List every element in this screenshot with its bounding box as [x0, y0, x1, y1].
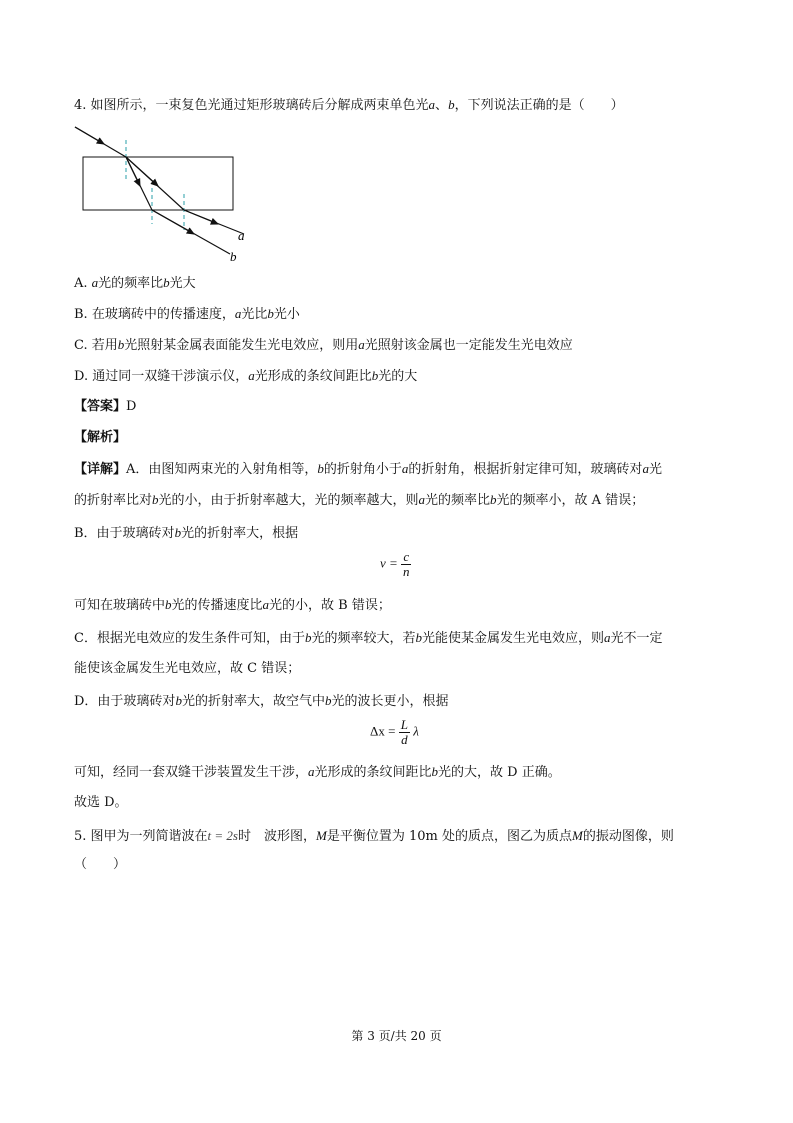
- option-b-text: B. 在玻璃砖中的传播速度，: [74, 307, 235, 322]
- fraction: [401, 550, 412, 579]
- detail-text: 光的传播速度比: [171, 598, 263, 613]
- var-b: b: [324, 693, 332, 708]
- var-a: a: [401, 461, 409, 476]
- option-a-text: 光的频率比: [98, 276, 164, 291]
- var-a: a: [642, 461, 649, 476]
- detail-text: 光能使某金属发生光电效应，则: [421, 631, 604, 646]
- option-b-text: 光比: [241, 307, 268, 322]
- option-d-text: 光的大: [378, 369, 418, 384]
- var-a: a: [308, 764, 315, 779]
- var-b: b: [304, 630, 312, 645]
- var-b: b: [163, 275, 170, 290]
- q5-stem: [74, 827, 674, 846]
- detail-text: 光的频率比: [425, 493, 491, 508]
- var-a: a: [234, 306, 242, 321]
- detail-text: 光的小，由于折射率越大，光的频率越大，则: [158, 493, 419, 508]
- label-a: a: [238, 228, 245, 243]
- detail-line-4: [74, 596, 391, 615]
- detail-text: 光形成的条纹间距比: [314, 765, 432, 780]
- var-b: b: [317, 461, 324, 476]
- ray-b-inside-arrow: [126, 157, 140, 186]
- separator: 、: [435, 98, 449, 113]
- detail-text: 光的频率小，故 A 错误；: [496, 493, 645, 508]
- fraction-denominator: n: [403, 564, 410, 579]
- var-b: b: [152, 492, 159, 507]
- q5-text: 的振动图像，则: [582, 829, 674, 844]
- conclusion-text: 故选 D。: [74, 795, 128, 810]
- var-b: b: [490, 492, 497, 507]
- ray-a-inside-arrow: [126, 157, 158, 186]
- option-d-text: D. 通过同一双缝干涉演示仪，: [74, 369, 249, 384]
- option-c-text: C. 若用: [74, 338, 118, 353]
- ray-a-exit-arrow: [184, 210, 218, 224]
- var-b: b: [117, 337, 125, 352]
- var-b: b: [165, 597, 172, 612]
- q5-text: 5. 图甲为一列简谐波在: [74, 829, 208, 844]
- answer-tag: 【答案】: [74, 399, 127, 414]
- fraction-denominator: d: [401, 732, 408, 747]
- detail-line-5: [74, 629, 663, 648]
- detail-line-7: [74, 692, 448, 711]
- detail-text: 的折射率比对: [74, 493, 153, 508]
- fraction-numerator: L: [400, 717, 408, 732]
- q5-text: 时 波形图，: [238, 829, 317, 844]
- q4-stem-text-1: 4. 如图所示，一束复色光通过矩形玻璃砖后分解成两束单色光: [74, 98, 429, 113]
- detail-text: 可知在玻璃砖中: [74, 598, 166, 613]
- detail-line-8: [74, 763, 561, 782]
- detail-text: B．由于玻璃砖对: [74, 526, 175, 541]
- var-b: b: [175, 693, 182, 708]
- detail-text: 的折射角小于: [323, 462, 402, 477]
- var-m: M: [316, 828, 327, 843]
- q4-stem-text-2: ，下列说法正确的是（ ）: [454, 98, 624, 113]
- var-b: b: [431, 764, 439, 779]
- formula-lhs: v =: [380, 555, 398, 571]
- var-m: M: [572, 828, 583, 843]
- detail-text: 光的波长更小，根据: [331, 694, 449, 709]
- glass-slab: [83, 157, 233, 210]
- option-a: [74, 274, 196, 293]
- detail-text: 光不一定: [610, 631, 663, 646]
- var-a: a: [428, 97, 436, 112]
- var-a: a: [262, 597, 270, 612]
- formula-speed: [380, 550, 412, 579]
- q4-stem: [74, 96, 624, 115]
- var-a: a: [418, 492, 426, 507]
- detail-text: 光: [648, 462, 662, 477]
- var-b: b: [267, 306, 274, 321]
- q5-answer-bracket: （ ）: [74, 857, 127, 872]
- option-c-text: 光照射该金属也一定能发生光电效应: [364, 338, 573, 353]
- var-b: b: [174, 525, 182, 540]
- var-b: b: [371, 368, 379, 383]
- refraction-figure: [70, 120, 260, 270]
- detail-text: 光的小，故 B 错误；: [269, 598, 391, 613]
- formula-fringe: [370, 718, 419, 747]
- detail-text: D．由于玻璃砖对: [74, 694, 176, 709]
- option-d: [74, 367, 417, 386]
- var-b: b: [415, 630, 422, 645]
- option-a-text: 光大: [169, 276, 196, 291]
- detail-text: 光的频率较大，若: [311, 631, 416, 646]
- detail-line-3: [74, 524, 298, 543]
- detail-text: 可知，经同一套双缝干涉装置发生干涉，: [74, 765, 309, 780]
- answer-line: [74, 398, 136, 416]
- detail-line-9: [74, 794, 128, 812]
- detail-text: 能使该金属发生光电效应，故 C 错误；: [74, 661, 301, 676]
- var-a: a: [358, 337, 365, 352]
- var-a: a: [603, 630, 611, 645]
- option-b: [74, 305, 300, 324]
- fraction-numerator: c: [403, 549, 410, 564]
- fraction: [399, 718, 410, 747]
- var-a: a: [91, 275, 99, 290]
- label-b: b: [230, 249, 237, 264]
- formula-rhs: λ: [413, 723, 419, 739]
- analysis-heading: [74, 429, 126, 447]
- detail-text: 光的大，故 D 正确。: [438, 765, 561, 780]
- var-a: a: [248, 368, 255, 383]
- analysis-tag: 【解析】: [74, 430, 127, 445]
- answer-value: D: [126, 399, 137, 414]
- detail-tag: 【详解】: [74, 462, 127, 477]
- page-footer: 第 3 页/共 20 页: [351, 1029, 442, 1043]
- option-b-text: 光小: [273, 307, 300, 322]
- detail-text: 的折射角，根据折射定律可知，玻璃砖对: [408, 462, 643, 477]
- detail-line-6: [74, 660, 300, 678]
- var-b: b: [448, 97, 455, 112]
- option-a-text: A.: [74, 276, 92, 291]
- detail-text: C．根据光电效应的发生条件可知，由于: [74, 631, 305, 646]
- incident-arrow: [75, 127, 104, 144]
- option-c-text: 光照射某金属表面能发生光电效应，则用: [124, 338, 359, 353]
- ray-b-exit-arrow: [152, 210, 194, 234]
- formula-lhs: Δx =: [370, 723, 396, 739]
- detail-line-2: [74, 491, 644, 510]
- q5-text: 是平衡位置为 10m 处的质点，图乙为质点: [326, 829, 572, 844]
- detail-line-1: [74, 460, 662, 479]
- q5-time-formula: t = 2s: [207, 828, 238, 843]
- detail-text: 光的折射率大，故空气中: [181, 694, 325, 709]
- detail-text: 光的折射率大，根据: [181, 526, 299, 541]
- option-c: [74, 336, 573, 355]
- option-d-text: 光形成的条纹间距比: [254, 369, 372, 384]
- q5-bracket: [74, 856, 126, 874]
- detail-text: A．由图知两束光的入射角相等，: [126, 462, 318, 477]
